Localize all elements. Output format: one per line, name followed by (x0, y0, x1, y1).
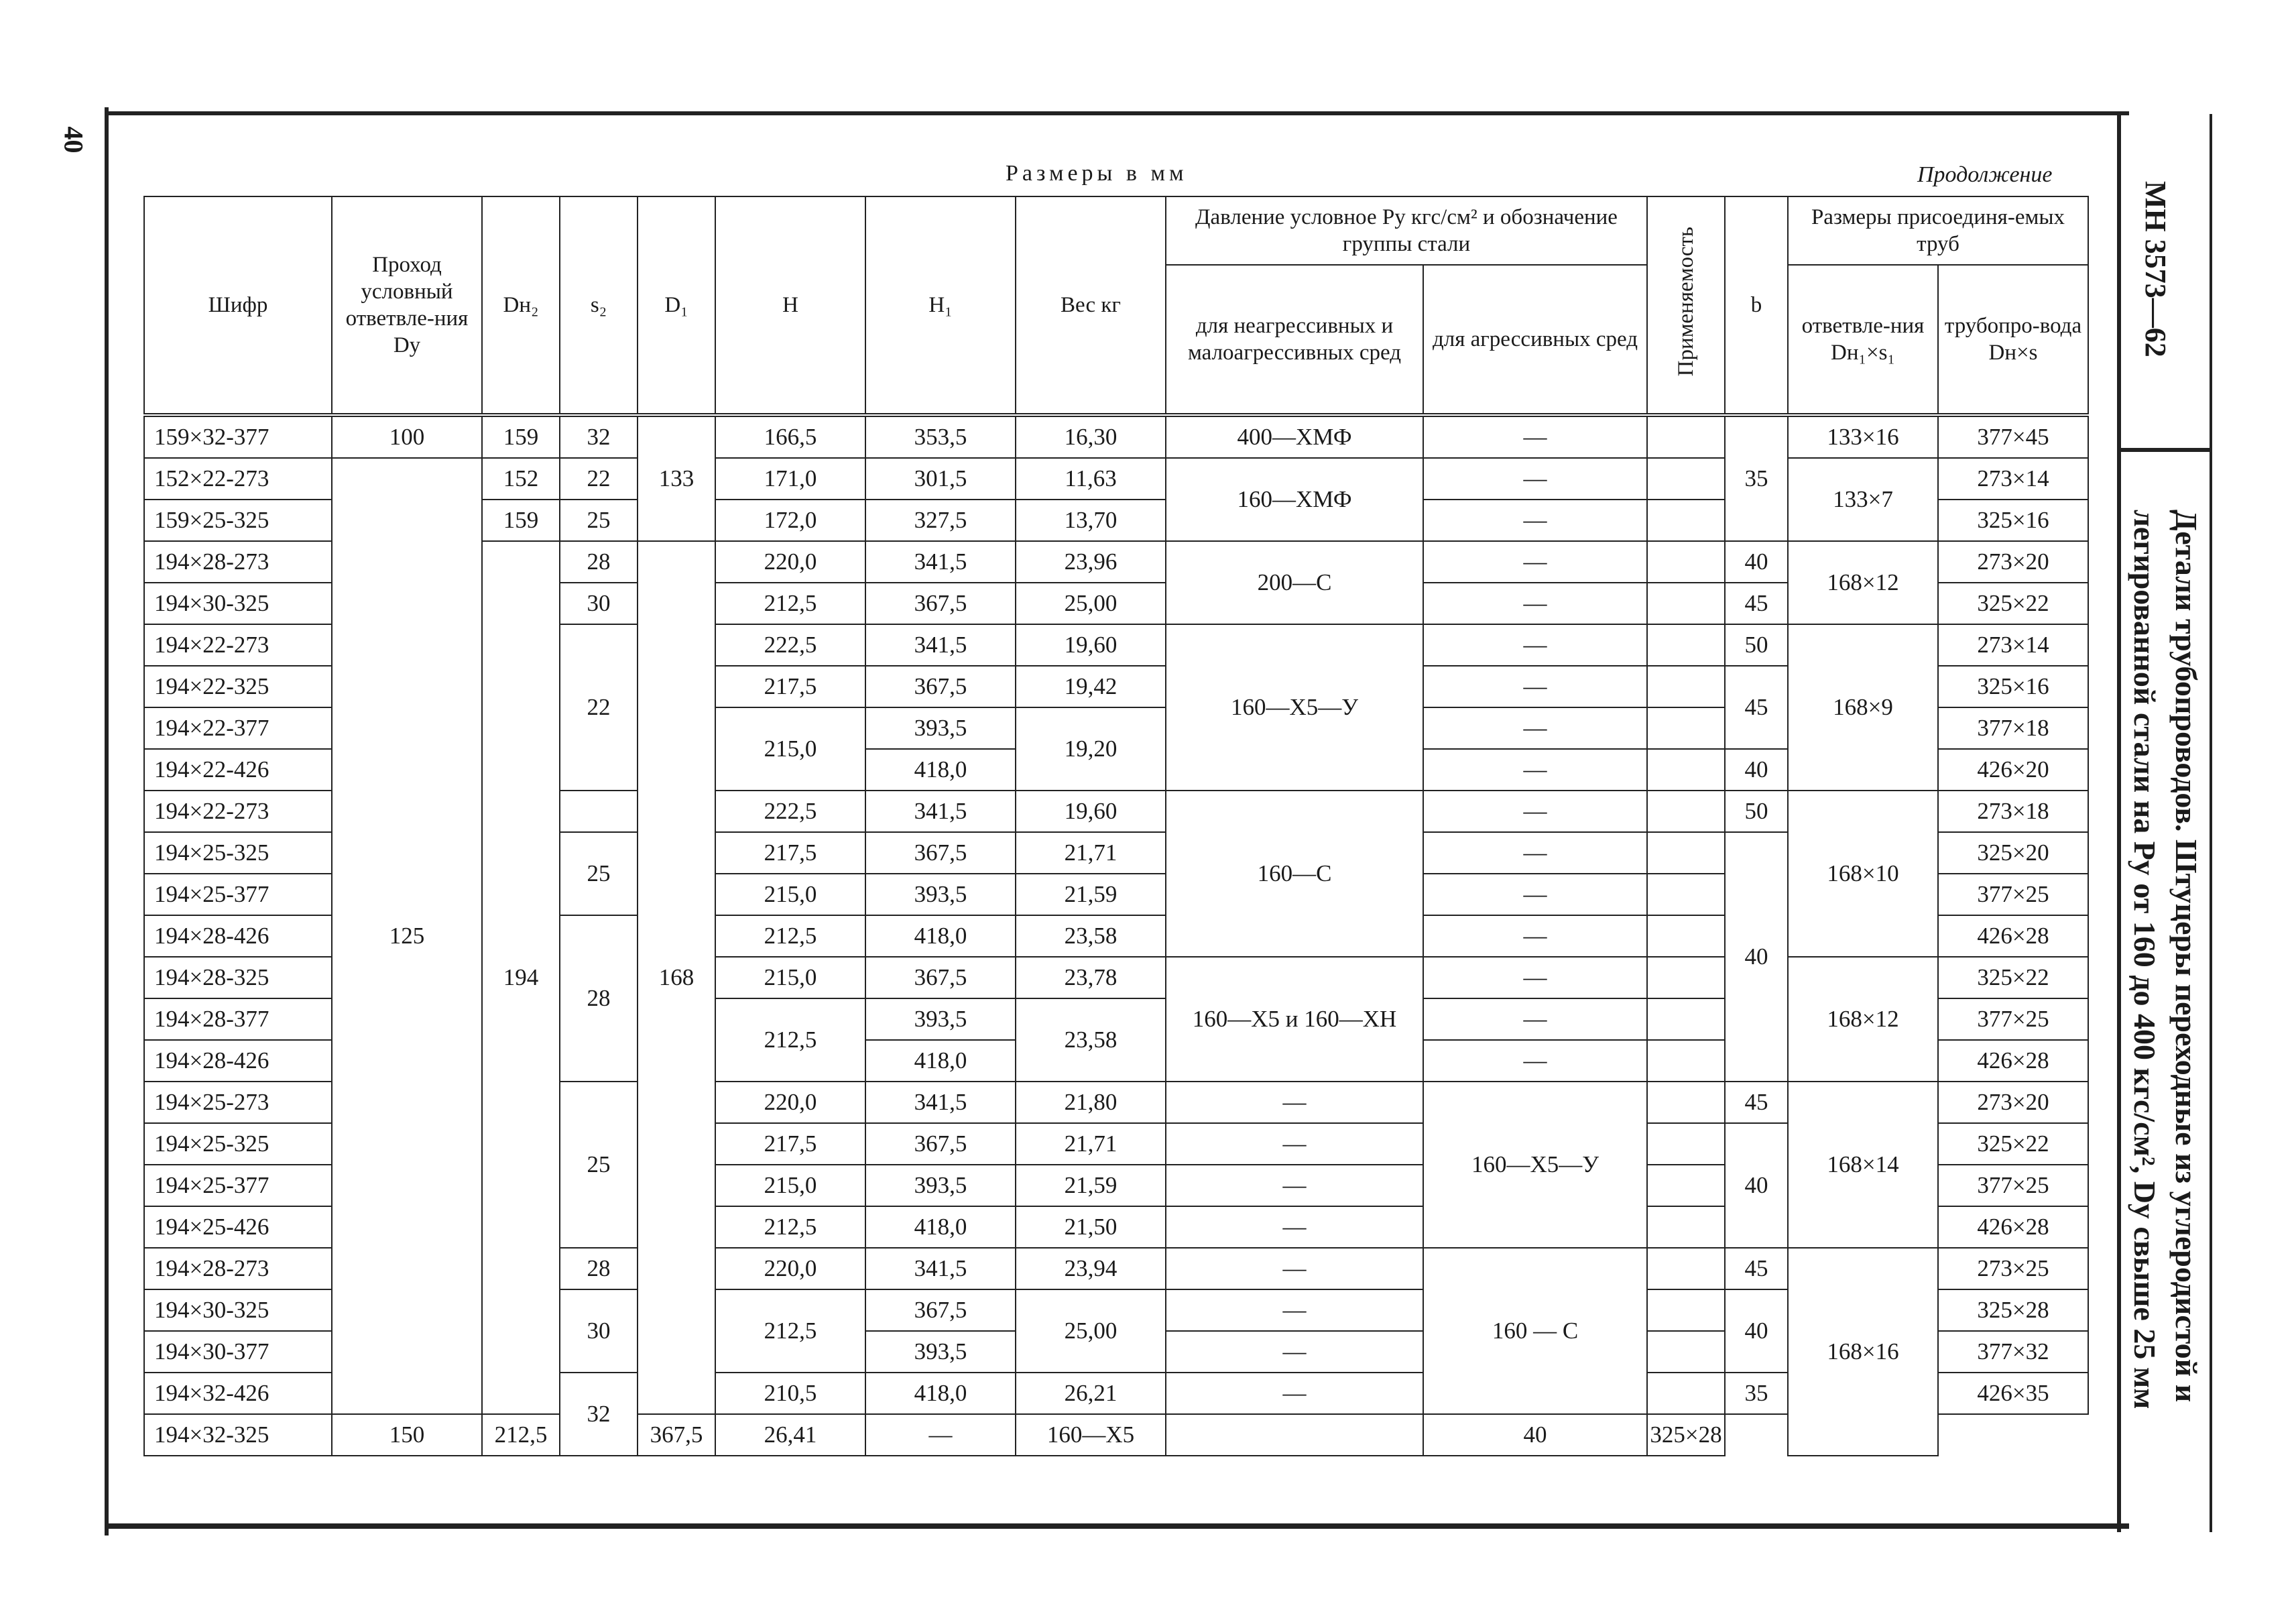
s2-cell: 30 (560, 583, 638, 624)
applicability-cell (1647, 1165, 1725, 1206)
cipher-cell: 194×28-377 (144, 998, 332, 1040)
h-cell: 217,5 (715, 832, 865, 874)
passage-cell: 125 (332, 458, 482, 1414)
h-cell: 171,0 (715, 458, 865, 500)
s2-cell: 28 (560, 541, 638, 583)
aggressive-cell: — (1423, 749, 1647, 791)
header-h1: H₁ (865, 196, 1016, 415)
weight-cell: 21,80 (1016, 1082, 1166, 1123)
aggressive-cell: — (1423, 415, 1647, 458)
dn2-cell: 159 (482, 415, 560, 458)
cipher-cell: 159×25-325 (144, 500, 332, 541)
pipeline-cell: 426×35 (1938, 1373, 2088, 1414)
b-cell: 35 (1725, 1373, 1788, 1414)
pressure-cell: 200—С (1166, 541, 1423, 624)
weight-cell: 23,58 (1016, 915, 1166, 957)
page-number: 40 (58, 126, 89, 154)
weight-cell: 16,30 (1016, 415, 1166, 458)
s2-cell: 25 (560, 832, 638, 915)
dn2-cell: 194 (482, 541, 560, 1414)
cipher-cell: 194×30-325 (144, 1289, 332, 1331)
s2-cell: 28 (560, 915, 638, 1082)
cipher-cell: 194×22-325 (144, 666, 332, 707)
b-cell: 45 (1725, 666, 1788, 749)
b-cell: 40 (1725, 832, 1788, 1082)
pipeline-cell: 426×28 (1938, 1040, 2088, 1082)
header-d1: D₁ (638, 196, 715, 415)
h1-cell: 393,5 (865, 874, 1016, 915)
weight-cell: 21,59 (1016, 874, 1166, 915)
applicability-cell (1647, 749, 1725, 791)
s2-cell: 25 (560, 500, 638, 541)
h1-cell: 341,5 (865, 1248, 1016, 1289)
aggressive-cell: — (1423, 832, 1647, 874)
cipher-cell: 194×30-325 (144, 583, 332, 624)
pressure-cell: — (1166, 1206, 1423, 1248)
pipeline-cell: 426×28 (1938, 1206, 2088, 1248)
cipher-cell: 194×22-273 (144, 624, 332, 666)
aggressive-cell: — (1423, 998, 1647, 1040)
cipher-cell: 194×22-377 (144, 707, 332, 749)
pipeline-cell: 325×22 (1938, 583, 2088, 624)
h-cell: 212,5 (482, 1414, 560, 1456)
h1-cell: 367,5 (865, 957, 1016, 998)
applicability-cell (1647, 1289, 1725, 1331)
applicability-cell (1647, 1373, 1725, 1414)
pressure-cell: — (1166, 1248, 1423, 1289)
cipher-cell: 194×28-325 (144, 957, 332, 998)
cipher-cell: 194×32-426 (144, 1373, 332, 1414)
pipeline-cell: 377×45 (1938, 415, 2088, 458)
weight-cell: 11,63 (1016, 458, 1166, 500)
b-cell: 50 (1725, 791, 1788, 832)
h-cell: 212,5 (715, 998, 865, 1082)
h1-cell: 418,0 (865, 1040, 1016, 1082)
h-cell: 217,5 (715, 666, 865, 707)
weight-cell: 21,59 (1016, 1165, 1166, 1206)
h-cell: 212,5 (715, 583, 865, 624)
pressure-cell: — (865, 1414, 1016, 1456)
s2-cell: 30 (560, 1289, 638, 1373)
s2-cell: 32 (560, 1373, 638, 1456)
applicability-cell (1647, 458, 1725, 500)
applicability-cell (1647, 998, 1725, 1040)
pressure-cell: — (1166, 1123, 1423, 1165)
side-box-left-rule (2117, 114, 2121, 1532)
cipher-cell: 194×28-273 (144, 1248, 332, 1289)
applicability-cell (1647, 541, 1725, 583)
applicability-cell (1647, 874, 1725, 915)
pipeline-cell: 273×18 (1938, 791, 2088, 832)
h1-cell: 393,5 (865, 1331, 1016, 1373)
pipeline-cell: 273×25 (1938, 1248, 2088, 1289)
b-cell: 40 (1423, 1414, 1647, 1456)
header-cipher: Шифр (144, 196, 332, 415)
weight-cell: 26,41 (715, 1414, 865, 1456)
h-cell: 220,0 (715, 1248, 865, 1289)
aggressive-cell: — (1423, 874, 1647, 915)
s2-cell: 28 (560, 1248, 638, 1289)
h1-cell: 393,5 (865, 1165, 1016, 1206)
h1-cell: 367,5 (865, 1289, 1016, 1331)
weight-cell: 21,71 (1016, 1123, 1166, 1165)
b-cell: 45 (1725, 1082, 1788, 1123)
applicability-cell (1647, 1123, 1725, 1165)
header-applicability (1647, 196, 1725, 415)
applicability-cell (1647, 666, 1725, 707)
applicability-cell (1647, 1040, 1725, 1082)
h-cell: 220,0 (715, 541, 865, 583)
h1-cell: 341,5 (865, 624, 1016, 666)
pipeline-cell: 377×32 (1938, 1331, 2088, 1373)
b-cell: 40 (1725, 749, 1788, 791)
h1-cell: 327,5 (865, 500, 1016, 541)
weight-cell: 23,58 (1016, 998, 1166, 1082)
h1-cell: 418,0 (865, 1373, 1016, 1414)
h1-cell: 418,0 (865, 749, 1016, 791)
pressure-cell: 160—С (1166, 791, 1423, 957)
cipher-cell: 194×28-426 (144, 1040, 332, 1082)
aggressive-cell: — (1423, 666, 1647, 707)
header-b: b (1725, 196, 1788, 415)
aggressive-cell: — (1423, 707, 1647, 749)
header-h: H (715, 196, 865, 415)
passage-cell: 100 (332, 415, 482, 458)
h1-cell: 418,0 (865, 915, 1016, 957)
table-row (144, 415, 2088, 458)
frame-bottom-rule (105, 1523, 2129, 1529)
pipeline-cell: 325×16 (1938, 666, 2088, 707)
h1-cell: 367,5 (865, 1123, 1016, 1165)
weight-cell: 19,60 (1016, 624, 1166, 666)
h-cell: 215,0 (715, 874, 865, 915)
branch-cell: 168×14 (1788, 1082, 1938, 1248)
h-cell: 222,5 (715, 791, 865, 832)
cipher-cell: 152×22-273 (144, 458, 332, 500)
aggressive-cell: — (1423, 541, 1647, 583)
pressure-cell: 160—ХМФ (1166, 458, 1423, 541)
cipher-cell: 194×22-426 (144, 749, 332, 791)
branch-cell: 168×12 (1788, 957, 1938, 1082)
standard-code: МН 3573—62 (2139, 181, 2172, 357)
pipeline-cell: 426×20 (1938, 749, 2088, 791)
header-pipe-sizes: Размеры присоединя-емых труб (1788, 196, 2088, 265)
aggressive-cell: — (1423, 1040, 1647, 1082)
pressure-cell: — (1166, 1165, 1423, 1206)
cipher-cell: 194×25-426 (144, 1206, 332, 1248)
pressure-cell: 400—ХМФ (1166, 415, 1423, 458)
pipeline-cell: 325×20 (1938, 832, 2088, 874)
applicability-cell (1647, 957, 1725, 998)
pipeline-cell: 325×22 (1938, 1123, 2088, 1165)
h-cell: 212,5 (715, 1289, 865, 1373)
h1-cell: 353,5 (865, 415, 1016, 458)
applicability-cell (1647, 1331, 1725, 1373)
weight-cell: 21,50 (1016, 1206, 1166, 1248)
pipeline-cell: 377×18 (1938, 707, 2088, 749)
pipeline-cell: 273×14 (1938, 624, 2088, 666)
h-cell: 215,0 (715, 1165, 865, 1206)
h-cell: 215,0 (715, 707, 865, 791)
aggressive-cell: — (1423, 458, 1647, 500)
b-cell: 40 (1725, 1123, 1788, 1248)
h-cell: 172,0 (715, 500, 865, 541)
header-pressure-group: Давление условное Pу кгс/см² и обозначение группы стали (1166, 196, 1647, 265)
applicability-cell (1647, 1248, 1725, 1289)
h-cell: 215,0 (715, 957, 865, 998)
aggressive-cell: — (1423, 500, 1647, 541)
continuation-label: Продолжение (1917, 162, 2053, 187)
header-aggressive: для агрессивных сред (1423, 265, 1647, 415)
passage-cell: 150 (332, 1414, 482, 1456)
pressure-cell: 160—Х5—У (1166, 624, 1423, 791)
s2-cell: 32 (560, 415, 638, 458)
cipher-cell: 194×25-325 (144, 1123, 332, 1165)
h-cell: 220,0 (715, 1082, 865, 1123)
header-branch: ответвле-ния Dн₁×s₁ (1788, 265, 1938, 415)
s2-cell (560, 791, 638, 832)
header-non-aggressive: для неагрессивных и малоагрессивных сред (1166, 265, 1423, 415)
header-dn2: Dн₂ (482, 196, 560, 415)
weight-cell: 19,42 (1016, 666, 1166, 707)
applicability-cell (1647, 624, 1725, 666)
h1-cell: 367,5 (865, 583, 1016, 624)
header-pipeline: трубопро-вода Dн×s (1938, 265, 2088, 415)
frame-top-rule (105, 111, 2129, 115)
h1-cell: 367,5 (638, 1414, 715, 1456)
pipeline-cell: 377×25 (1938, 1165, 2088, 1206)
b-cell: 45 (1725, 583, 1788, 624)
h1-cell: 341,5 (865, 791, 1016, 832)
branch-cell: 168×16 (1788, 1248, 1938, 1456)
cipher-cell: 194×30-377 (144, 1331, 332, 1373)
weight-cell: 25,00 (1016, 1289, 1166, 1373)
cipher-cell: 194×22-273 (144, 791, 332, 832)
dn2-cell: 152 (482, 458, 560, 500)
units-caption: Размеры в мм (1006, 161, 1188, 186)
applicability-cell (1647, 500, 1725, 541)
b-cell: 40 (1725, 541, 1788, 583)
pipeline-cell: 377×25 (1938, 998, 2088, 1040)
dn2-cell: 159 (482, 500, 560, 541)
s2-cell: 22 (560, 458, 638, 500)
h1-cell: 393,5 (865, 707, 1016, 749)
b-cell: 50 (1725, 624, 1788, 666)
h-cell: 212,5 (715, 915, 865, 957)
applicability-cell (1647, 1206, 1725, 1248)
h-cell: 166,5 (715, 415, 865, 458)
cipher-cell: 194×28-273 (144, 541, 332, 583)
applicability-cell (1647, 415, 1725, 458)
aggressive-cell: 160—Х5—У (1423, 1082, 1647, 1248)
d1-cell: 168 (638, 541, 715, 1414)
cipher-cell: 194×28-426 (144, 915, 332, 957)
applicability-cell (1647, 1082, 1725, 1123)
pressure-cell: — (1166, 1331, 1423, 1373)
s2-cell: 25 (560, 1082, 638, 1248)
pipeline-cell: 273×20 (1938, 541, 2088, 583)
branch-cell: 133×7 (1788, 458, 1938, 541)
pressure-cell: 160—Х5 и 160—ХН (1166, 957, 1423, 1082)
pressure-cell: — (1166, 1082, 1423, 1123)
b-cell: 35 (1725, 415, 1788, 541)
h1-cell: 341,5 (865, 541, 1016, 583)
aggressive-cell: — (1423, 957, 1647, 998)
h1-cell: 301,5 (865, 458, 1016, 500)
cipher-cell: 194×25-377 (144, 1165, 332, 1206)
weight-cell: 23,94 (1016, 1248, 1166, 1289)
pipeline-cell: 273×20 (1938, 1082, 2088, 1123)
pipeline-cell: 325×28 (1647, 1414, 1725, 1456)
pipeline-cell: 377×25 (1938, 874, 2088, 915)
header-weight: Вес кг (1016, 196, 1166, 415)
cipher-cell: 194×25-377 (144, 874, 332, 915)
applicability-cell (1647, 791, 1725, 832)
document-title: Детали трубопроводов. Штуцеры переходные из углеродистой и легированной стали на Py от 160 до 400 кгс/см², Dу свыше 25 мм (2128, 510, 2203, 1409)
branch-cell: 168×12 (1788, 541, 1938, 624)
pressure-cell: — (1166, 1373, 1423, 1414)
side-box-right-rule (2210, 114, 2212, 1532)
weight-cell: 13,70 (1016, 500, 1166, 541)
applicability-cell (1647, 915, 1725, 957)
applicability-cell (1166, 1414, 1423, 1456)
weight-cell: 19,60 (1016, 791, 1166, 832)
aggressive-cell: — (1423, 791, 1647, 832)
aggressive-cell: 160—Х5 (1016, 1414, 1166, 1456)
pressure-cell: — (1166, 1289, 1423, 1331)
b-cell: 40 (1725, 1289, 1788, 1373)
header-s2: s₂ (560, 196, 638, 415)
pipeline-cell: 273×14 (1938, 458, 2088, 500)
branch-cell: 133×16 (1788, 415, 1938, 458)
table-container (143, 196, 2089, 1456)
branch-cell: 168×10 (1788, 791, 1938, 957)
table-row (144, 458, 2088, 500)
pipeline-cell: 325×16 (1938, 500, 2088, 541)
d1-cell: 133 (638, 415, 715, 541)
side-box-separator (2121, 448, 2210, 452)
applicability-cell (1647, 832, 1725, 874)
weight-cell: 21,71 (1016, 832, 1166, 874)
aggressive-cell: — (1423, 915, 1647, 957)
weight-cell: 23,96 (1016, 541, 1166, 583)
frame-left-rule (105, 107, 109, 1535)
cipher-cell: 194×25-325 (144, 832, 332, 874)
pipeline-cell: 325×28 (1938, 1289, 2088, 1331)
s2-cell: 22 (560, 624, 638, 791)
h1-cell: 393,5 (865, 998, 1016, 1040)
cipher-cell: 194×25-273 (144, 1082, 332, 1123)
h1-cell: 367,5 (865, 666, 1016, 707)
aggressive-cell: 160 — С (1423, 1248, 1647, 1414)
h-cell: 222,5 (715, 624, 865, 666)
dimensions-table (143, 196, 2089, 1456)
branch-cell: 168×9 (1788, 624, 1938, 791)
applicability-cell (1647, 707, 1725, 749)
h-cell: 212,5 (715, 1206, 865, 1248)
aggressive-cell: — (1423, 583, 1647, 624)
pipeline-cell: 325×22 (1938, 957, 2088, 998)
pipeline-cell: 426×28 (1938, 915, 2088, 957)
applicability-cell (1647, 583, 1725, 624)
applicability-label: Применяемость (1674, 227, 1698, 377)
weight-cell: 23,78 (1016, 957, 1166, 998)
b-cell: 45 (1725, 1248, 1788, 1289)
weight-cell: 25,00 (1016, 583, 1166, 624)
weight-cell: 26,21 (1016, 1373, 1166, 1414)
h-cell: 210,5 (715, 1373, 865, 1414)
cipher-cell: 194×32-325 (144, 1414, 332, 1456)
header-passage: Проход условный ответвле-ния Dу (332, 196, 482, 415)
cipher-cell: 159×32-377 (144, 415, 332, 458)
weight-cell: 19,20 (1016, 707, 1166, 791)
h1-cell: 418,0 (865, 1206, 1016, 1248)
h-cell: 217,5 (715, 1123, 865, 1165)
h1-cell: 341,5 (865, 1082, 1016, 1123)
aggressive-cell: — (1423, 624, 1647, 666)
h1-cell: 367,5 (865, 832, 1016, 874)
